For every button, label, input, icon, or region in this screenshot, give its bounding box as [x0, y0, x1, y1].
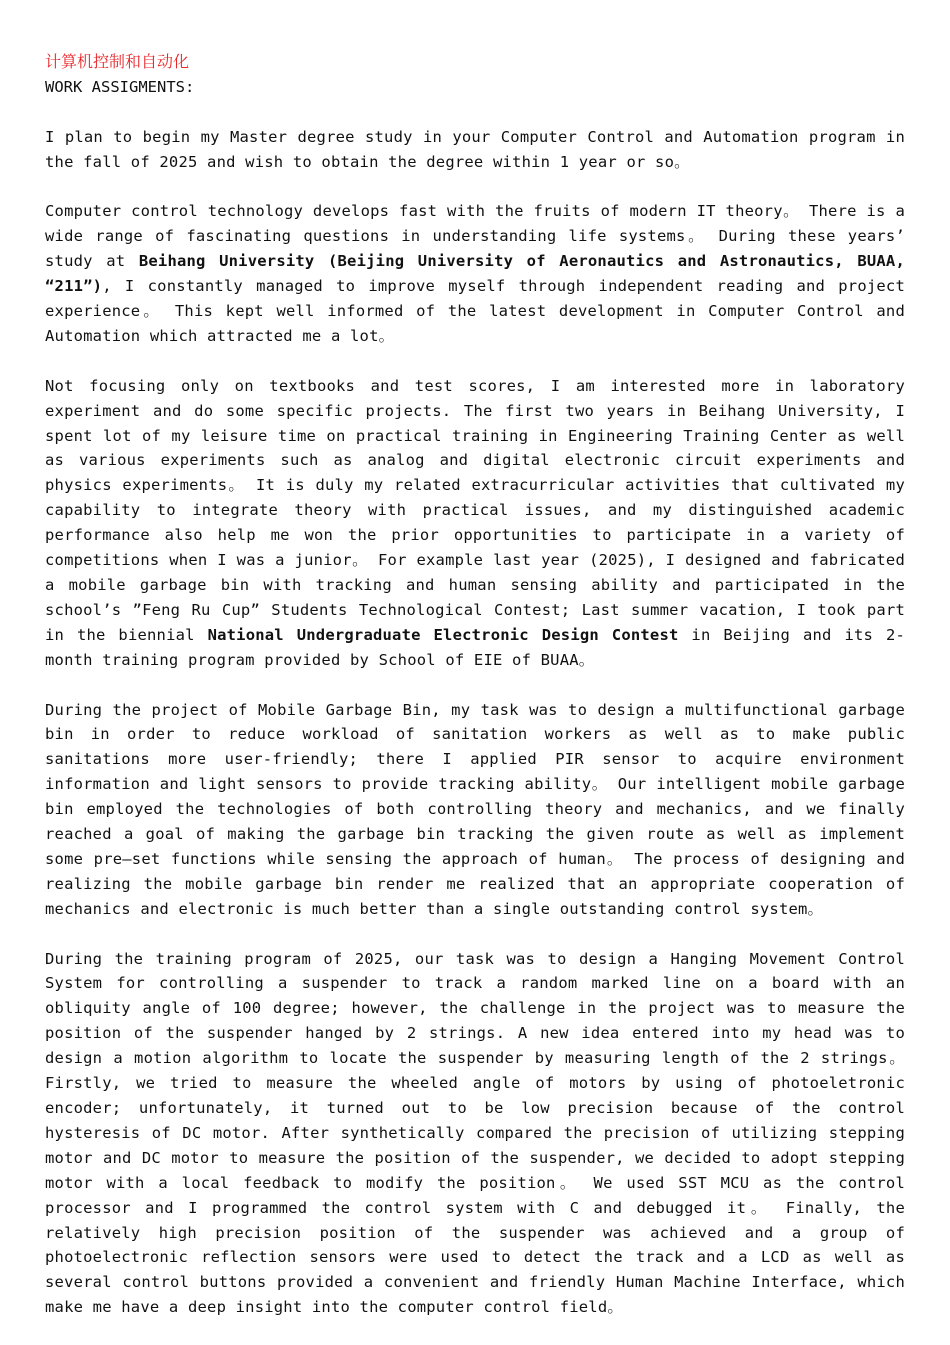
paragraph-text: Computer control technology develops fast with the fruits of modern IT theory。 There is a wide range of fascinating questions in understanding life systems。 During these years’ study at	[45, 202, 905, 271]
paragraph-text: in Beijing and its 2-month training program provided by School of EIE of BUAA。	[45, 625, 906, 669]
spacer	[45, 100, 905, 125]
section-subtitle: WORK ASSIGMENTS:	[45, 77, 195, 96]
paragraph-text: , I constantly managed to improve myself through independent reading and project experience。 This kept well informed of the latest development in Computer Control and Automation which attracted me a lot。	[45, 277, 905, 345]
document-page	[45, 50, 905, 1345]
university-name: Beihang University (Beijing University of Aeronautics and Astronautics, BUAA, “211”)	[45, 252, 905, 296]
contest-name: National Undergraduate Electronic Design Contest	[207, 625, 679, 644]
paragraph-text: Not focusing only on textbooks and test scores, I am interested more in laboratory experiment and do some specific projects. The first two years in Beihang University, I spent lot of my leisure time on practical training in Engineering Training Center as well as various experiments such as analog and digital electronic circuit experiments and physics experiments。 It is duly my related extracurricular activities that cultivated my capability to integrate theory with practical issues, and my distinguished academic performance also help me won the prior opportunities to participate in a variety of competitions when I was a junior。 For example last year (2025), I designed and fabricated a mobile garbage bin with tracking and human sensing ability and participated in the school’s ”Feng Ru Cup” Students Technological Contest; Last summer vacation, I took part in the biennial	[45, 376, 905, 644]
paragraph-intro: I plan to begin my Master degree study in your Computer Control and Automation program in the fall of 2025 and wish to obtain the degree within 1 year or so。	[45, 127, 905, 171]
paragraph-training-program: During the training program of 2025, our task was to design a Hanging Movement Control System for controlling a suspender to track a random marked line on a board with an obliquity angle of 100 degree; however, the challenge in the project was to measure the position of the suspender hanged by 2 strings. A new idea entered into my head was to design a motion algorithm to locate the suspender by measuring length of the 2 strings。 Firstly, we tried to measure the wheeled angle of motors by using of photoeletronic encoder; unfortunately, it turned out to be low precision because of the control hysteresis of DC motor. After synthetically compared the precision of utilizing stepping motor and DC motor to measure the position of the suspender, we decided to adopt stepping motor with a local feedback to modify the position。 We used SST MCU as the control processor and I programmed the control system with C and debugged it。 Finally, the relatively high precision position of the suspender was achieved and a group of photoelectronic reflection sensors were used to detect the track and a LCD as well as several control buttons provided a convenient and friendly Human Machine Interface, which make me have a deep insight into the computer control field。	[45, 949, 905, 1317]
document-title: 计算机控制和自动化	[45, 52, 190, 71]
paragraph-experience	[45, 374, 905, 673]
paragraph-background	[45, 199, 905, 348]
paragraph-garbage-bin: During the project of Mobile Garbage Bin, my task was to design a multifunctional garbage bin in order to reduce workload of sanitation workers as well as to make public sanitations more user-friendly; there I applied PIR sensor to acquire environment information and light sensors to provide tracking ability。 Our intelligent mobile garbage bin employed the technologies of both controlling theory and mechanics, and we finally reached a goal of making the garbage bin tracking the given route as well as implement some pre—set functions while sensing the approach of human。 The process of designing and realizing the mobile garbage bin render me realized that an appropriate cooperation of mechanics and electronic is much better than a single outstanding control system。	[45, 700, 905, 918]
